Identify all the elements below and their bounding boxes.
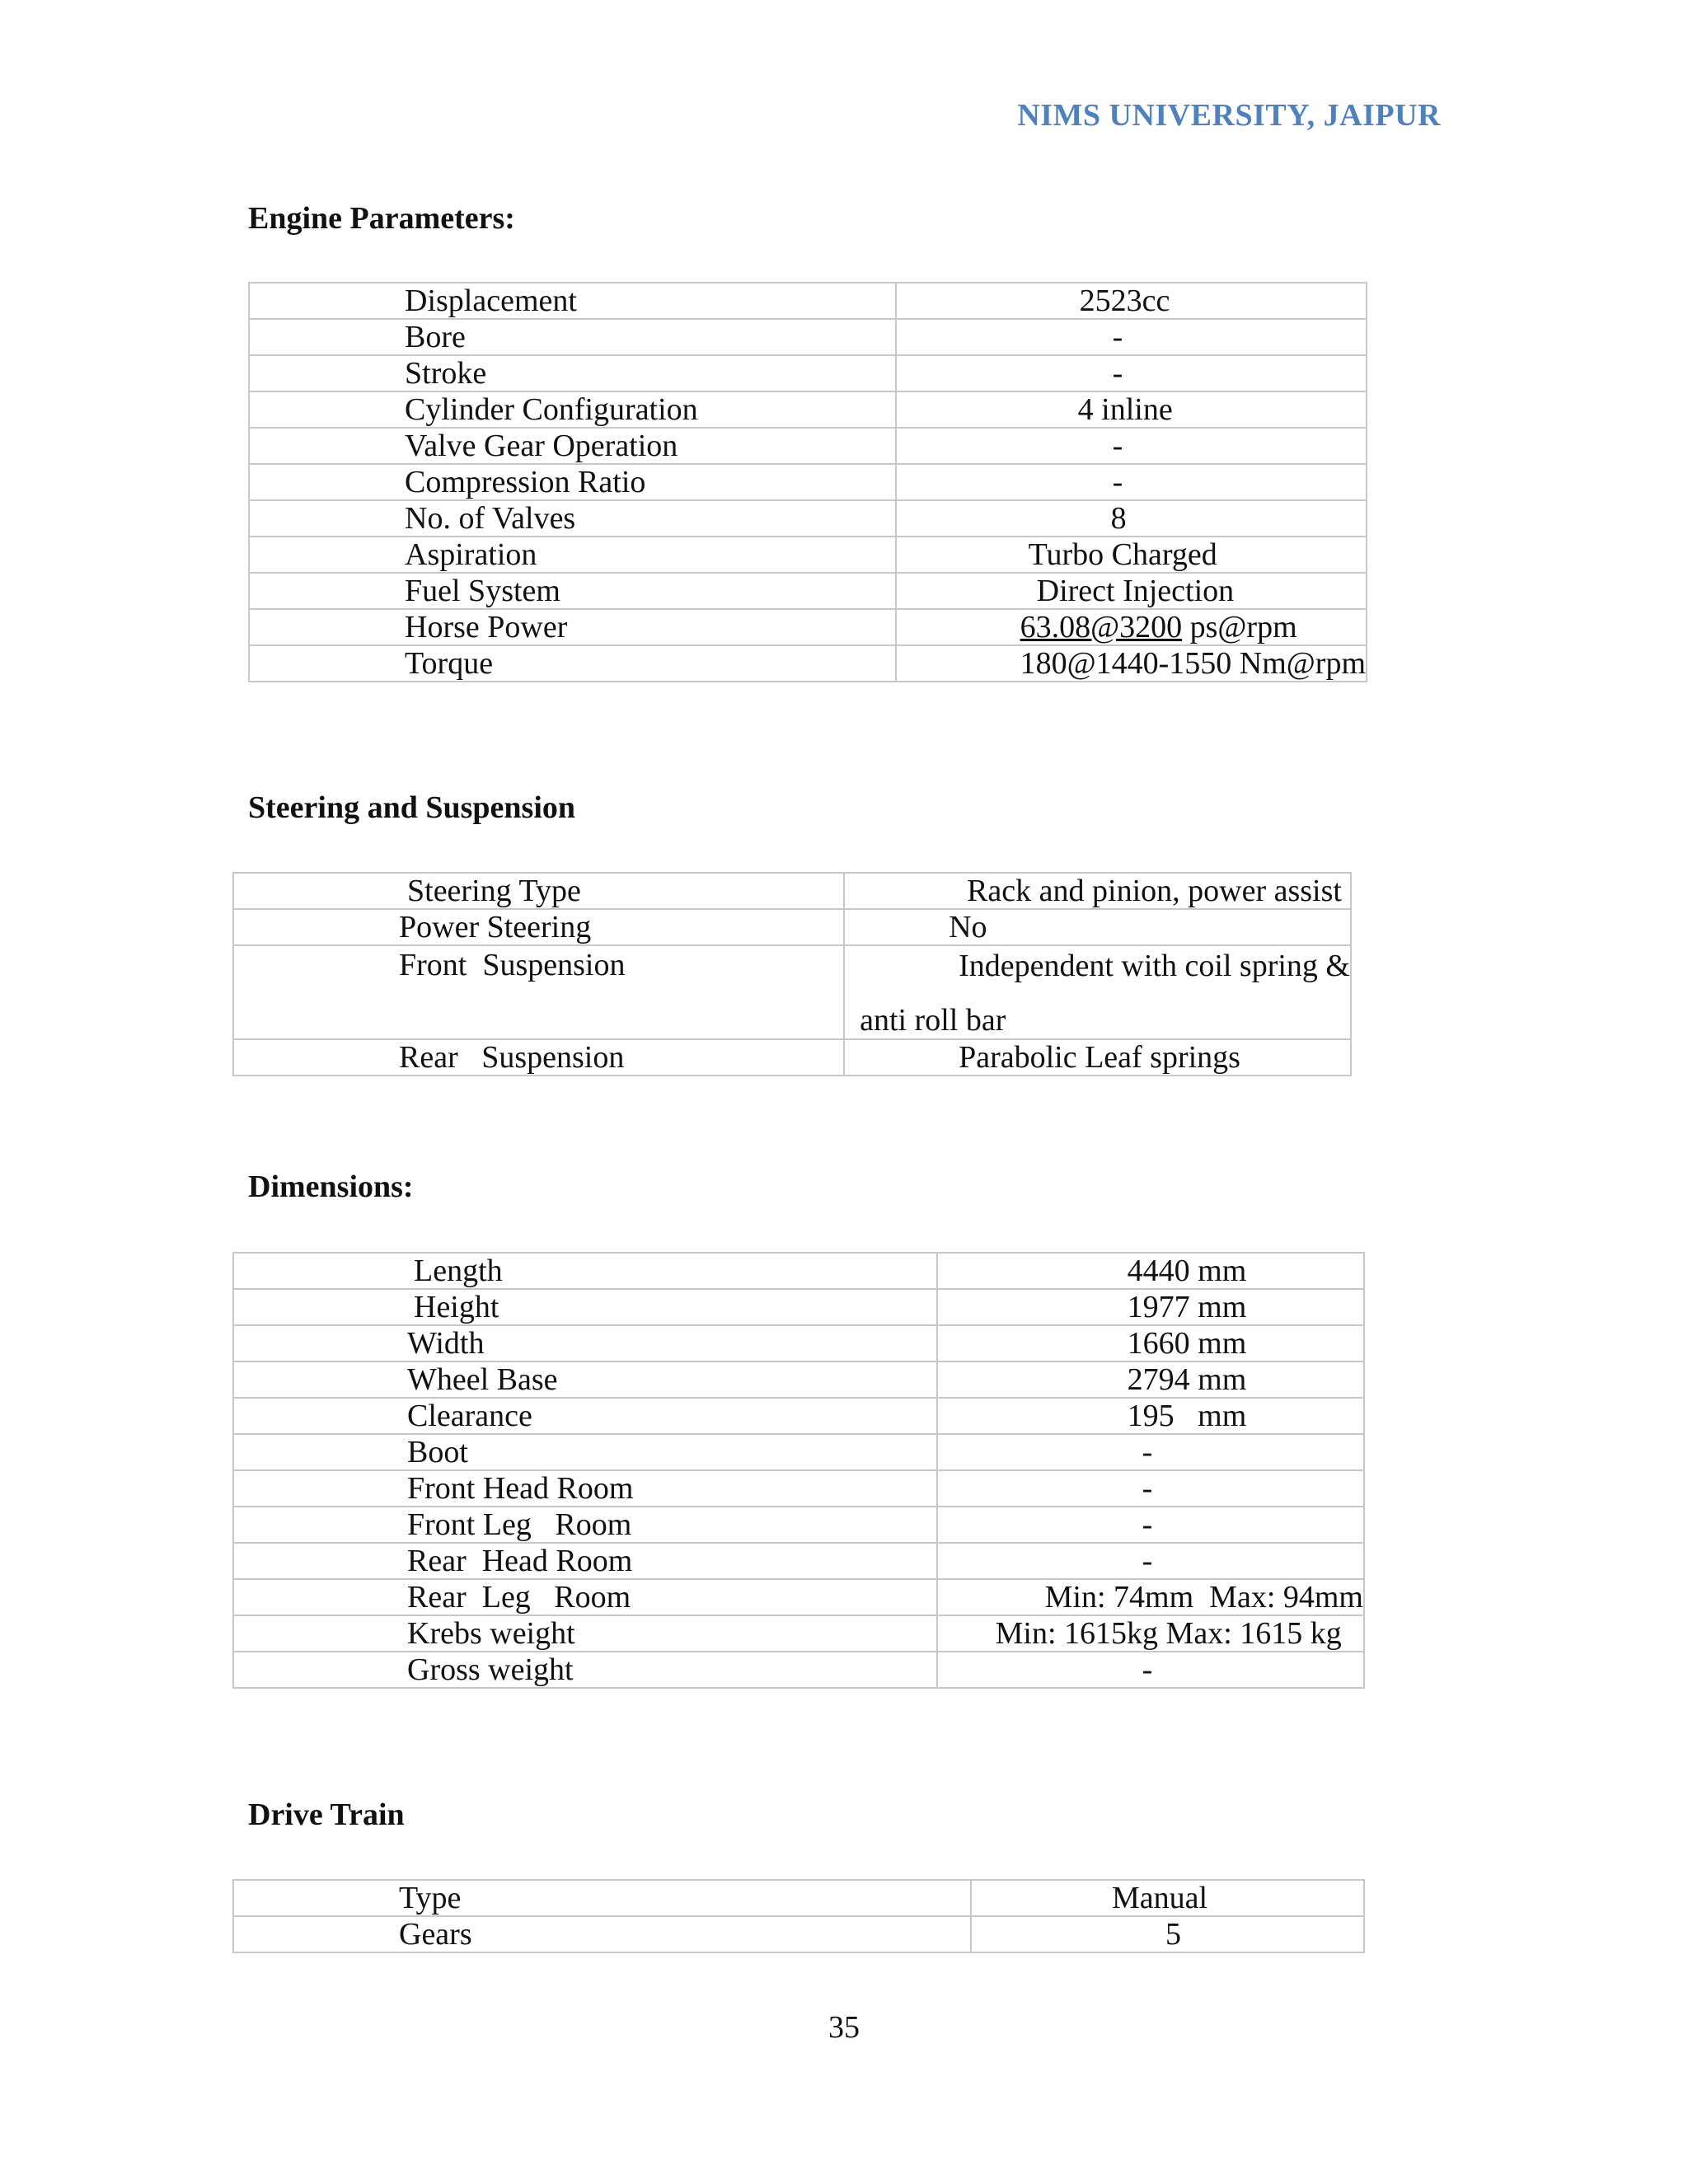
spec-label: No. of Valves	[405, 501, 576, 536]
table-row	[233, 1880, 1364, 1916]
spec-value-cell	[844, 945, 1351, 1039]
table-row	[249, 645, 1367, 682]
spec-label-cell	[233, 1434, 937, 1470]
spec-value: -	[1142, 1471, 1153, 1506]
spec-value: Direct Injection	[1036, 574, 1235, 608]
engine-table	[248, 282, 1367, 682]
table-row	[233, 1289, 1364, 1325]
spec-label-cell	[233, 1916, 971, 1952]
table-row	[249, 391, 1367, 428]
spec-label: Krebs weight	[407, 1616, 575, 1651]
spec-value-cell	[896, 283, 1367, 319]
spec-value-cell	[844, 873, 1351, 909]
spec-label-cell	[233, 1579, 937, 1615]
table-row	[249, 609, 1367, 645]
spec-label: Front Suspension	[399, 948, 626, 982]
spec-value-cell	[937, 1615, 1364, 1652]
table-row	[233, 1253, 1364, 1289]
spec-value: -	[1112, 429, 1123, 463]
table-row	[249, 283, 1367, 319]
university-header: NIMS UNIVERSITY, JAIPUR	[1017, 98, 1441, 133]
spec-label: Horse Power	[405, 610, 568, 644]
table-row	[249, 500, 1367, 537]
spec-label-cell	[249, 319, 896, 355]
spec-label-cell	[233, 873, 844, 909]
spec-label-cell	[233, 909, 844, 945]
spec-label: Displacement	[405, 284, 577, 318]
spec-label: Front Leg Room	[407, 1507, 632, 1542]
spec-label: Stroke	[405, 356, 487, 391]
spec-label: Front Head Room	[407, 1471, 634, 1506]
spec-value: 1977 mm	[1127, 1290, 1247, 1324]
spec-label: Width	[407, 1326, 485, 1361]
table-row	[249, 464, 1367, 500]
spec-label: Bore	[405, 320, 466, 354]
table-row	[233, 945, 1351, 1039]
spec-value: Min: 74mm Max: 94mm	[1044, 1580, 1363, 1615]
spec-label: Clearance	[407, 1399, 532, 1433]
page-number: 35	[828, 2010, 860, 2045]
spec-value-cell	[937, 1579, 1364, 1615]
spec-label-cell	[233, 1880, 971, 1916]
drivetrain-section-title: Drive Train	[248, 1797, 405, 1832]
spec-value: 1660 mm	[1127, 1326, 1247, 1361]
spec-label-cell	[249, 609, 896, 645]
spec-value: 195 mm	[1127, 1399, 1247, 1433]
spec-label: Gears	[399, 1917, 472, 1952]
spec-value-underlined: 63.08@3200	[1020, 610, 1183, 644]
spec-label: Cylinder Configuration	[405, 392, 698, 427]
spec-value-cell	[937, 1652, 1364, 1688]
table-row	[233, 1470, 1364, 1507]
spec-value-cell	[896, 645, 1367, 682]
spec-label-cell	[233, 1325, 937, 1361]
spec-label: Fuel System	[405, 574, 560, 608]
table-row	[249, 537, 1367, 573]
spec-value-cell	[937, 1470, 1364, 1507]
spec-label: Rear Suspension	[399, 1040, 625, 1075]
spec-value-cell	[896, 391, 1367, 428]
spec-value-cell	[896, 537, 1367, 573]
spec-label: Aspiration	[405, 537, 537, 572]
spec-label-cell	[233, 1615, 937, 1652]
spec-value: -	[1142, 1435, 1153, 1469]
spec-value-cell	[896, 609, 1367, 645]
spec-label-cell	[249, 537, 896, 573]
spec-value-cell	[896, 319, 1367, 355]
spec-value: Rack and pinion, power assist	[967, 874, 1342, 908]
spec-value-cell	[937, 1253, 1364, 1289]
spec-label-cell	[233, 1289, 937, 1325]
spec-label-cell	[233, 1470, 937, 1507]
spec-value: Parabolic Leaf springs	[959, 1040, 1240, 1075]
table-row	[233, 1325, 1364, 1361]
spec-value: -	[1112, 356, 1123, 391]
spec-value: 2523cc	[1079, 284, 1170, 318]
table-row	[233, 1543, 1364, 1579]
spec-value-cell	[937, 1289, 1364, 1325]
drivetrain-table	[232, 1879, 1365, 1953]
spec-label: Power Steering	[399, 910, 592, 944]
table-row	[233, 873, 1351, 909]
table-row	[233, 1579, 1364, 1615]
spec-value-cell	[937, 1434, 1364, 1470]
spec-label-cell	[249, 573, 896, 609]
spec-value: Min: 1615kg Max: 1615 kg	[995, 1616, 1342, 1651]
spec-value-cell	[937, 1398, 1364, 1434]
spec-value: -	[1142, 1507, 1153, 1542]
table-row	[233, 1361, 1364, 1398]
spec-label-cell	[249, 355, 896, 391]
spec-value: 4440 mm	[1127, 1254, 1247, 1288]
spec-value-line1: Independent with coil spring &	[959, 949, 1350, 983]
dimensions-table	[232, 1252, 1365, 1689]
table-row	[233, 1916, 1364, 1952]
spec-value: 4 inline	[1077, 392, 1173, 427]
spec-label-cell	[233, 1361, 937, 1398]
spec-label-cell	[233, 945, 844, 1039]
spec-label: Boot	[407, 1435, 468, 1469]
spec-label-cell	[249, 391, 896, 428]
table-row	[249, 573, 1367, 609]
spec-value-cell	[937, 1325, 1364, 1361]
steering-section-title: Steering and Suspension	[248, 790, 576, 825]
spec-label: Height	[414, 1290, 499, 1324]
spec-value: 2794 mm	[1127, 1362, 1247, 1397]
spec-label-cell	[233, 1039, 844, 1076]
table-row	[233, 1652, 1364, 1688]
spec-value-line2: anti roll bar	[860, 1003, 1006, 1038]
table-row	[249, 319, 1367, 355]
spec-label: Compression Ratio	[405, 465, 646, 499]
spec-value-cell	[896, 500, 1367, 537]
spec-label-cell	[233, 1652, 937, 1688]
spec-label-cell	[249, 500, 896, 537]
spec-label-cell	[249, 645, 896, 682]
table-row	[249, 355, 1367, 391]
steering-table	[232, 872, 1352, 1076]
spec-label: Rear Leg Room	[407, 1580, 631, 1615]
spec-label-cell	[249, 283, 896, 319]
spec-value: 8	[1110, 501, 1127, 536]
spec-value: 5	[1165, 1917, 1181, 1952]
spec-label: Steering Type	[407, 874, 581, 908]
table-row	[233, 1398, 1364, 1434]
spec-label-cell	[233, 1398, 937, 1434]
spec-label: Type	[399, 1881, 462, 1915]
spec-value-cell	[971, 1880, 1364, 1916]
spec-label-cell	[249, 428, 896, 464]
spec-value-cell	[937, 1507, 1364, 1543]
spec-value-cell	[971, 1916, 1364, 1952]
table-row	[233, 909, 1351, 945]
spec-value-cell	[896, 428, 1367, 464]
table-row	[233, 1507, 1364, 1543]
spec-label-cell	[249, 464, 896, 500]
table-row	[233, 1615, 1364, 1652]
spec-value: -	[1142, 1544, 1153, 1578]
spec-value-cell	[844, 909, 1351, 945]
spec-value: No	[949, 910, 987, 944]
spec-label: Rear Head Room	[407, 1544, 633, 1578]
engine-section-title: Engine Parameters:	[248, 201, 515, 236]
table-row	[233, 1434, 1364, 1470]
spec-value-cell	[937, 1361, 1364, 1398]
spec-value: Manual	[1112, 1881, 1208, 1915]
spec-value-cell	[896, 573, 1367, 609]
spec-label: Valve Gear Operation	[405, 429, 678, 463]
spec-label-cell	[233, 1543, 937, 1579]
spec-value: -	[1112, 320, 1123, 354]
spec-value-cell	[937, 1543, 1364, 1579]
spec-value: -	[1142, 1652, 1153, 1687]
spec-label-cell	[233, 1253, 937, 1289]
table-row	[249, 428, 1367, 464]
spec-label: Length	[414, 1254, 503, 1288]
dimensions-section-title: Dimensions:	[248, 1169, 414, 1204]
spec-label: Torque	[405, 646, 494, 681]
table-row	[233, 1039, 1351, 1076]
spec-value: -	[1112, 465, 1123, 499]
spec-label-cell	[233, 1507, 937, 1543]
spec-value-cell	[896, 464, 1367, 500]
spec-value-cell	[896, 355, 1367, 391]
spec-value: Turbo Charged	[1028, 537, 1217, 572]
spec-label: Wheel Base	[407, 1362, 558, 1397]
spec-value-unit: ps@rpm	[1182, 610, 1297, 644]
spec-label: Gross weight	[407, 1652, 574, 1687]
spec-value-cell	[844, 1039, 1351, 1076]
spec-value: 180@1440-1550 Nm@rpm	[1020, 646, 1366, 681]
